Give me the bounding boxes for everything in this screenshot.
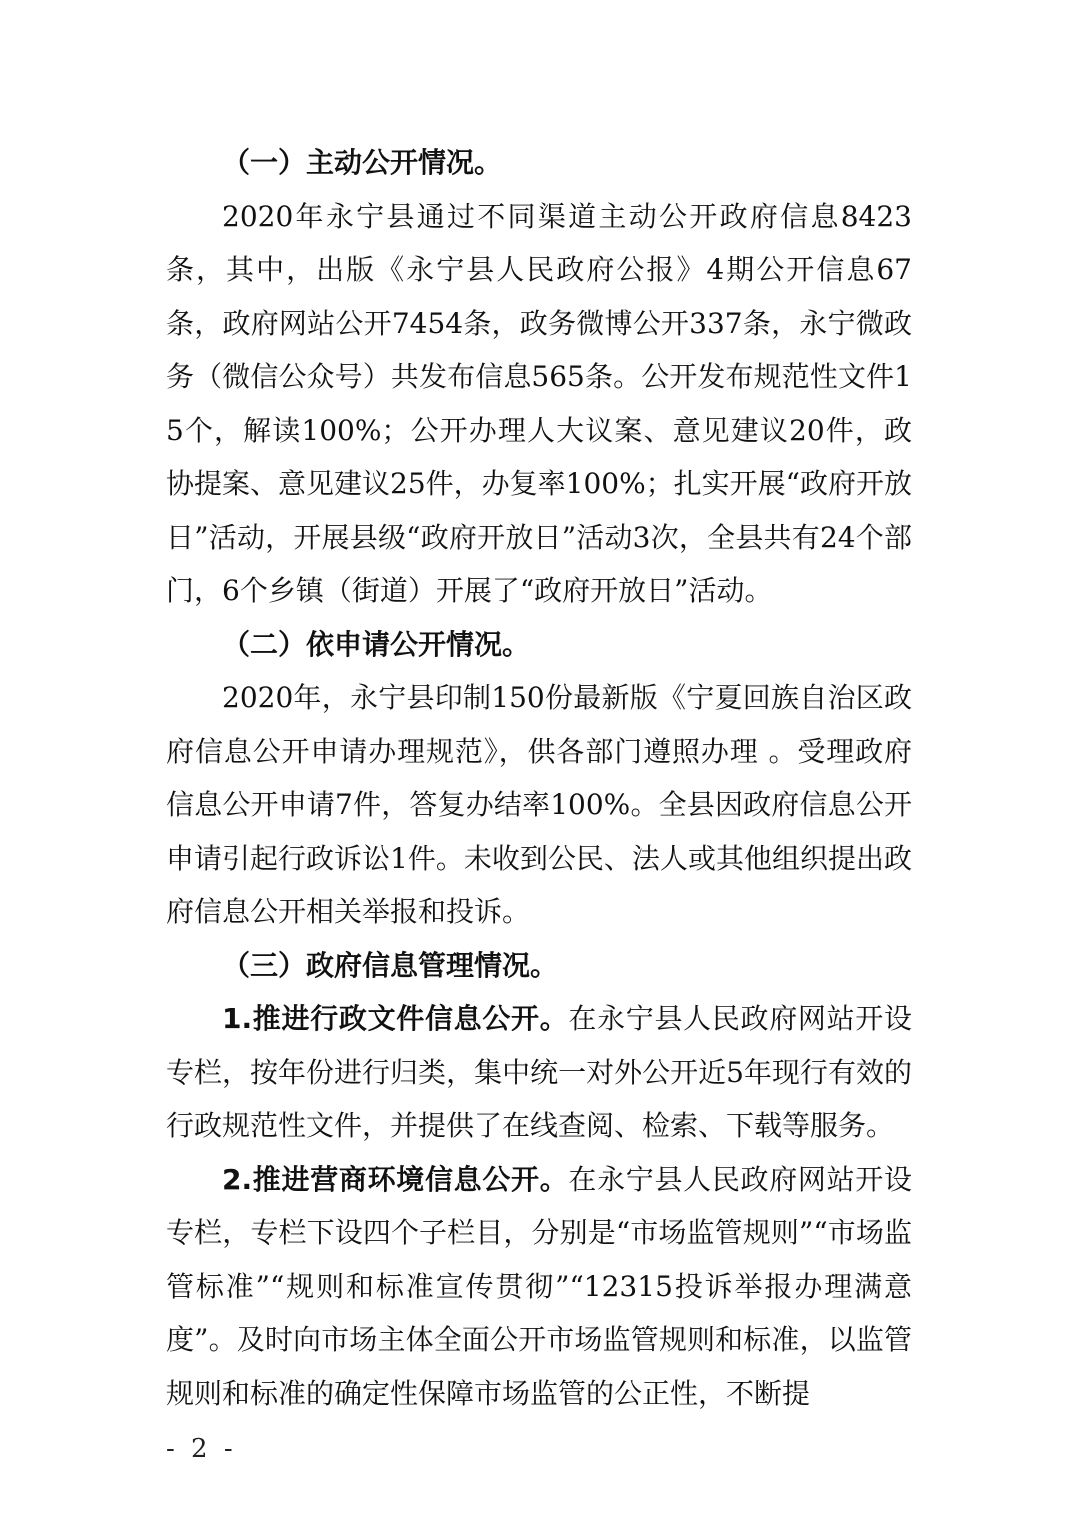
document-body	[166, 136, 912, 1420]
item-text-business-environment: 在永宁县人民政府网站开设专栏，专栏下设四个子栏目，分别是“市场监管规则”“市场监管标准”“规则和标准宣传贯彻”“12315投诉举报办理满意度”。及时向市场主体全面公开市场监管规则和标准，以监管规则和标准的确定性保障市场监管的公正性，不断提	[166, 1162, 912, 1410]
paragraph-proactive-disclosure: 2020年永宁县通过不同渠道主动公开政府信息8423条，其中，出版《永宁县人民政府公报》4期公开信息67条，政府网站公开7454条，政务微博公开337条，永宁微政务（微信公众号）共发布信息565条。公开发布规范性文件15个，解读100%；公开办理人大议案、意见建议20件，政协提案、意见建议25件，办复率100%；扎实开展“政府开放日”活动，开展县级“政府开放日”活动3次，全县共有24个部门，6个乡镇（街道）开展了“政府开放日”活动。	[166, 199, 912, 607]
item-lead-administrative-documents: 1.推进行政文件信息公开。	[222, 1002, 569, 1035]
paragraph-item-business-environment	[166, 1153, 912, 1421]
item-text-administrative-documents: 在永宁县人民政府网站开设专栏，按年份进行归类，集中统一对外公开近5年现行有效的行政规范性文件，并提供了在线查阅、检索、下载等服务。	[166, 1002, 912, 1142]
item-lead-business-environment: 2.推进营商环境信息公开。	[222, 1162, 569, 1196]
section-heading-proactive-disclosure: （一）主动公开情况。	[222, 146, 503, 179]
section-heading-information-management: （三）政府信息管理情况。	[222, 948, 559, 982]
paragraph-item-administrative-documents	[166, 992, 912, 1153]
page-number: - 2 -	[166, 1434, 237, 1464]
paragraph-application-disclosure: 2020年，永宁县印制150份最新版《宁夏回族自治区政府信息公开申请办理规范》，供各部门遵照办理 。受理政府信息公开申请7件，答复办结率100%。全县因政府信息公开申请引起行政诉讼1件。未收到公民、法人或其他组织提出政府信息公开相关举报和投诉。	[166, 681, 912, 928]
section-heading-application-disclosure: （二）依申请公开情况。	[222, 627, 531, 661]
